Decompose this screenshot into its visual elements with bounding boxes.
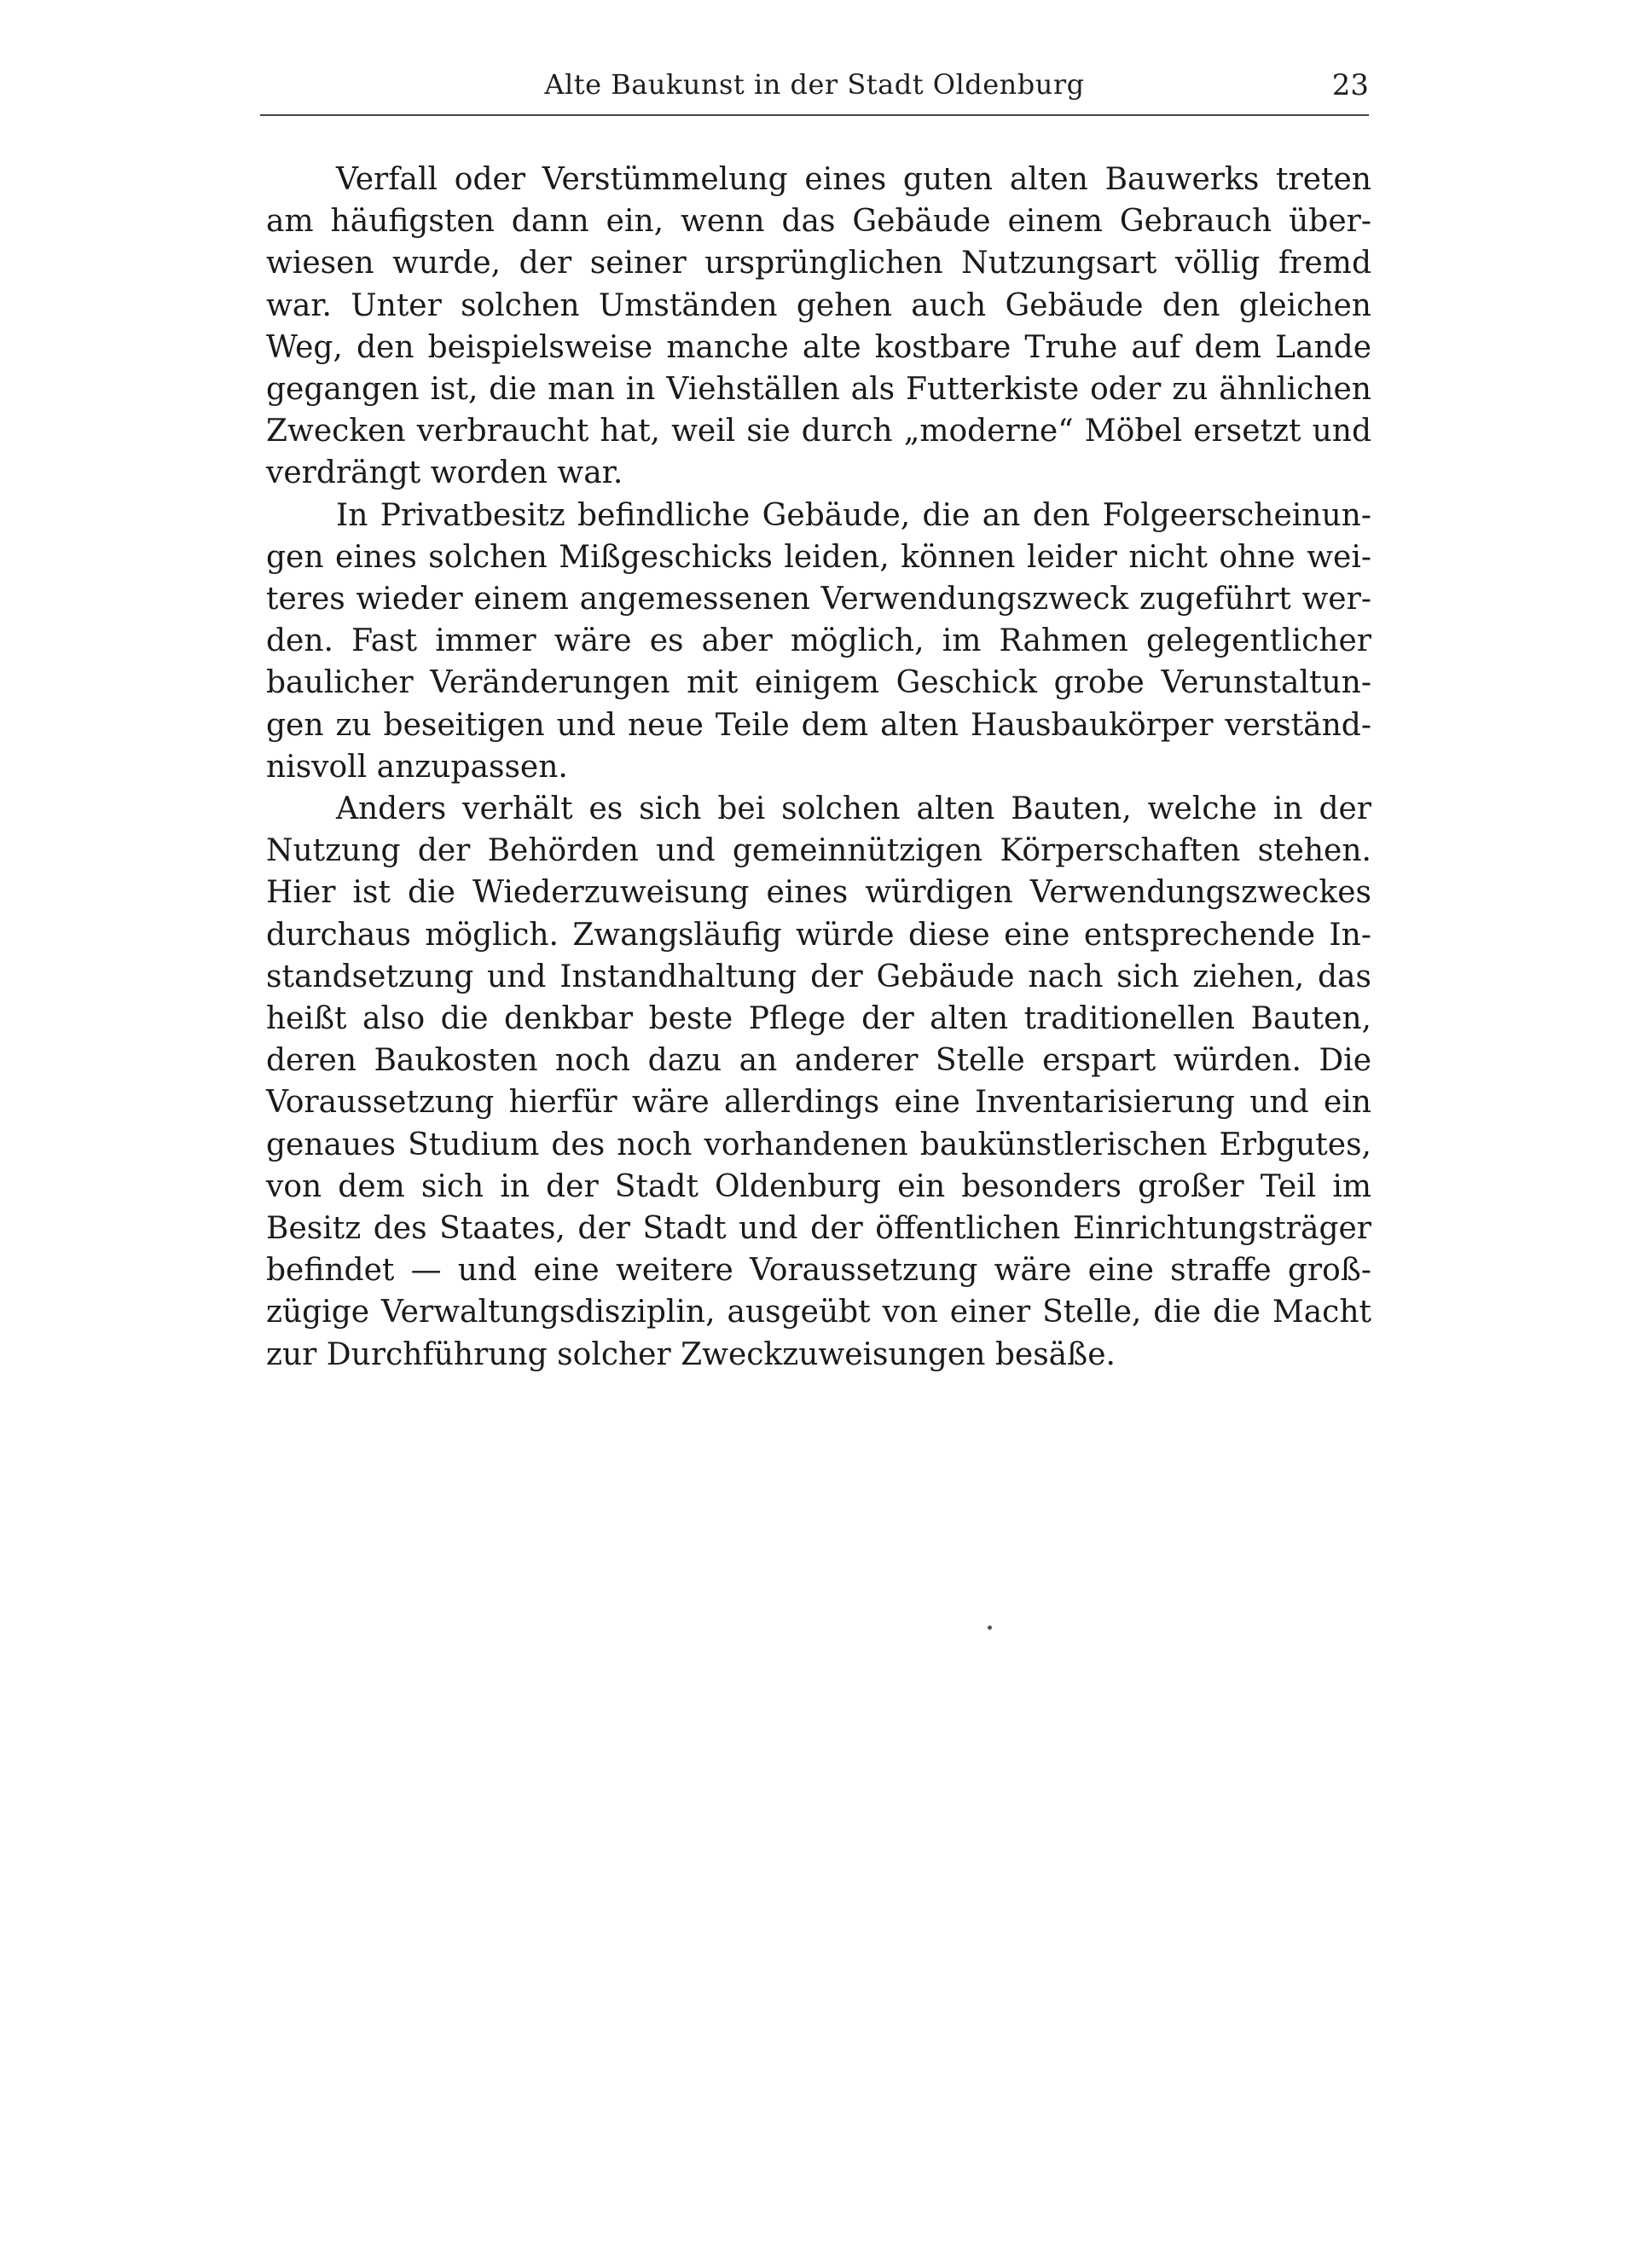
text-line: genaues Studium des noch vorhandenen baukünstlerischen Erbgutes, xyxy=(266,1127,1371,1162)
text-line: wiesen wurde, der seiner ursprünglichen Nutzungsart völlig fremd xyxy=(266,246,1371,281)
text-line: Weg, den beispielsweise manche alte kostbare Truhe auf dem Lande xyxy=(266,329,1371,365)
running-head xyxy=(260,61,1369,113)
body-text xyxy=(266,159,1371,1376)
text-line: In Privatbesitz befindliche Gebäude, die an den Folgeerscheinun- xyxy=(336,497,1371,533)
text-line: verdrängt worden war. xyxy=(266,455,623,491)
text-line: von dem sich in der Stadt Oldenburg ein besonders großer Teil im xyxy=(266,1168,1371,1204)
text-line: gen zu beseitigen und neue Teile dem alten Hausbaukörper verständ- xyxy=(266,707,1371,743)
text-line: Anders verhält es sich bei solchen alten Bauten, welche in der xyxy=(336,791,1371,827)
text-line: Nutzung der Behörden und gemeinnützigen Körperschaften stehen. xyxy=(266,833,1371,869)
text-line: Besitz des Staates, der Stadt und der öffentlichen Einrichtungsträger xyxy=(266,1211,1371,1247)
text-line: gegangen ist, die man in Viehställen als Futterkiste oder zu ähnlichen xyxy=(266,372,1371,408)
text-line: baulicher Veränderungen mit einigem Geschick grobe Verunstaltun- xyxy=(266,665,1371,701)
paragraph-3 xyxy=(266,788,1371,1376)
text-line: zur Durchführung solcher Zweckzuweisungen besäße. xyxy=(266,1336,1116,1372)
page-number: 23 xyxy=(1331,68,1369,102)
print-speck xyxy=(988,1626,992,1630)
header-rule xyxy=(260,114,1369,116)
text-line: durchaus möglich. Zwangsläufig würde diese eine entsprechende In- xyxy=(266,917,1371,953)
text-line: heißt also die denkbar beste Pflege der alten traditionellen Bauten, xyxy=(266,1001,1371,1037)
text-line: Verfall oder Verstümmelung eines guten alten Bauwerks treten xyxy=(336,162,1371,197)
text-line: Voraussetzung hierfür wäre allerdings eine Inventarisierung und ein xyxy=(266,1085,1371,1121)
text-line: standsetzung und Instandhaltung der Gebäude nach sich ziehen, das xyxy=(266,959,1371,994)
running-title: Alte Baukunst in der Stadt Oldenburg xyxy=(544,68,1085,101)
text-line: befindet — und eine weitere Voraussetzung wäre eine straffe groß- xyxy=(266,1253,1371,1289)
text-line: am häufigsten dann ein, wenn das Gebäude einem Gebrauch über- xyxy=(266,204,1371,240)
text-line: Zwecken verbraucht hat, weil sie durch „moderne“ Möbel ersetzt und xyxy=(266,414,1371,449)
text-line: deren Baukosten noch dazu an anderer Stelle erspart würden. Die xyxy=(266,1043,1371,1079)
text-line: war. Unter solchen Umständen gehen auch Gebäude den gleichen xyxy=(266,287,1371,323)
text-line: teres wieder einem angemessenen Verwendungszweck zugeführt wer- xyxy=(266,582,1371,617)
paragraph-1 xyxy=(266,159,1371,495)
paragraph-2 xyxy=(266,495,1371,788)
text-line: nisvoll anzupassen. xyxy=(266,749,568,785)
text-line: zügige Verwaltungsdisziplin, ausgeübt von einer Stelle, die die Macht xyxy=(266,1295,1371,1330)
text-line: den. Fast immer wäre es aber möglich, im Rahmen gelegentlicher xyxy=(266,623,1371,659)
text-line: Hier ist die Wiederzuweisung eines würdigen Verwendungszweckes xyxy=(266,875,1371,911)
text-line: gen eines solchen Mißgeschicks leiden, können leider nicht ohne wei- xyxy=(266,539,1371,575)
